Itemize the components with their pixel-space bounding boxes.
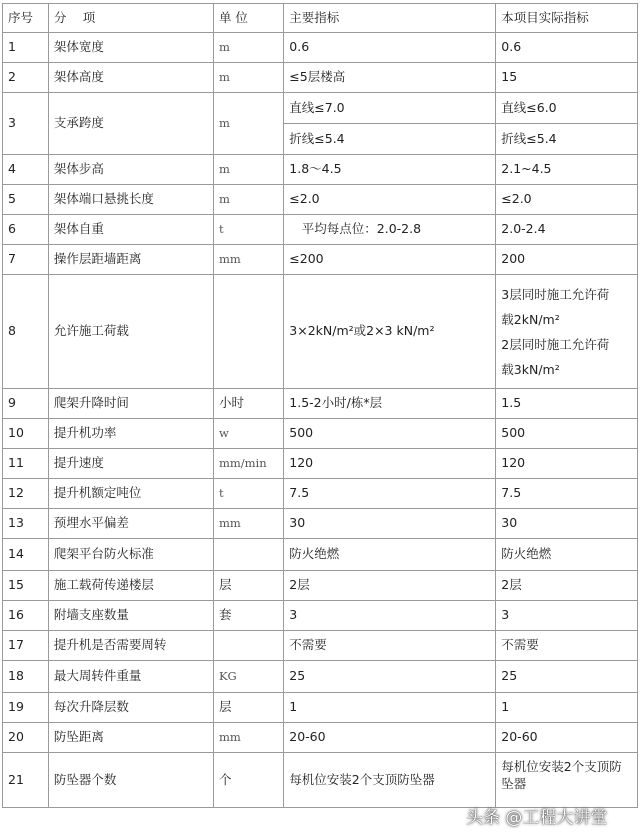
row-item: 施工载荷传递楼层 bbox=[48, 571, 213, 601]
row-unit bbox=[213, 275, 283, 389]
row-actual: 2.1~4.5 bbox=[496, 155, 638, 185]
row-no: 6 bbox=[3, 215, 49, 245]
row-item: 防坠距离 bbox=[48, 723, 213, 753]
row-item: 爬架升降时间 bbox=[48, 389, 213, 419]
row-main: 500 bbox=[284, 419, 496, 449]
row-unit: 小时 bbox=[213, 389, 283, 419]
table-row bbox=[3, 693, 638, 723]
row-item: 架体自重 bbox=[48, 215, 213, 245]
table-row bbox=[3, 419, 638, 449]
row-actual bbox=[496, 93, 638, 155]
row-no: 19 bbox=[3, 693, 49, 723]
row-actual: 不需要 bbox=[496, 631, 638, 661]
row-item: 提升机额定吨位 bbox=[48, 479, 213, 509]
row-no: 15 bbox=[3, 571, 49, 601]
row-actual: 0.6 bbox=[496, 33, 638, 63]
row-item: 爬架平台防火标准 bbox=[48, 539, 213, 571]
row-unit: t bbox=[213, 479, 283, 509]
actual-line: 载3kN/m² bbox=[501, 361, 560, 377]
row-actual: 200 bbox=[496, 245, 638, 275]
row-actual: 15 bbox=[496, 63, 638, 93]
row-item: 每次升降层数 bbox=[48, 693, 213, 723]
row-actual: 2.0-2.4 bbox=[496, 215, 638, 245]
row-unit: mm bbox=[213, 509, 283, 539]
row-main: 1.8～4.5 bbox=[284, 155, 496, 185]
row-actual: 120 bbox=[496, 449, 638, 479]
row-no: 3 bbox=[3, 93, 49, 155]
spec-table bbox=[2, 3, 638, 808]
row-no: 12 bbox=[3, 479, 49, 509]
row-unit: w bbox=[213, 419, 283, 449]
row-no: 4 bbox=[3, 155, 49, 185]
row-item: 防坠器个数 bbox=[48, 753, 213, 808]
row-main: ≤200 bbox=[284, 245, 496, 275]
row-no: 13 bbox=[3, 509, 49, 539]
row-item: 附墙支座数量 bbox=[48, 601, 213, 631]
table-row bbox=[3, 275, 638, 389]
row-main: ≤5层楼高 bbox=[284, 63, 496, 93]
row-main: 3 bbox=[284, 601, 496, 631]
row-unit bbox=[213, 539, 283, 571]
table-row bbox=[3, 389, 638, 419]
table-row bbox=[3, 539, 638, 571]
row-no: 8 bbox=[3, 275, 49, 389]
table-row bbox=[3, 601, 638, 631]
row-main: 不需要 bbox=[284, 631, 496, 661]
table-row bbox=[3, 185, 638, 215]
row-item: 架体宽度 bbox=[48, 33, 213, 63]
row-main: ≤2.0 bbox=[284, 185, 496, 215]
table-row bbox=[3, 571, 638, 601]
row-unit bbox=[213, 631, 283, 661]
actual-line: 3层同时施工允许荷 bbox=[501, 286, 610, 302]
row-unit: m bbox=[213, 93, 283, 155]
row-unit: KG bbox=[213, 661, 283, 693]
row-actual: 1 bbox=[496, 693, 638, 723]
row-unit: 套 bbox=[213, 601, 283, 631]
row-main: 30 bbox=[284, 509, 496, 539]
row-unit: 层 bbox=[213, 693, 283, 723]
row-no: 16 bbox=[3, 601, 49, 631]
header-item: 分 项 bbox=[48, 4, 213, 33]
row-actual: 1.5 bbox=[496, 389, 638, 419]
row-unit: mm bbox=[213, 723, 283, 753]
table-row bbox=[3, 661, 638, 693]
row-actual: 25 bbox=[496, 661, 638, 693]
row-unit: m bbox=[213, 63, 283, 93]
row-item: 提升机功率 bbox=[48, 419, 213, 449]
header-main: 主要指标 bbox=[284, 4, 496, 33]
row-main: 120 bbox=[284, 449, 496, 479]
actual-folded: 折线≤5.4 bbox=[496, 123, 637, 154]
row-main: 平均每点位：2.0-2.8 bbox=[284, 215, 496, 245]
header-no: 序号 bbox=[3, 4, 49, 33]
row-unit: m bbox=[213, 33, 283, 63]
row-no: 5 bbox=[3, 185, 49, 215]
row-actual: 30 bbox=[496, 509, 638, 539]
row-main: 20-60 bbox=[284, 723, 496, 753]
row-item: 最大周转件重量 bbox=[48, 661, 213, 693]
row-item: 提升速度 bbox=[48, 449, 213, 479]
row-main: 防火绝燃 bbox=[284, 539, 496, 571]
row-item: 预埋水平偏差 bbox=[48, 509, 213, 539]
row-no: 18 bbox=[3, 661, 49, 693]
row-actual: 3 bbox=[496, 601, 638, 631]
row-unit: m bbox=[213, 155, 283, 185]
main-straight: 直线≤7.0 bbox=[289, 100, 345, 115]
table-row bbox=[3, 509, 638, 539]
row-unit: mm bbox=[213, 245, 283, 275]
table-row bbox=[3, 215, 638, 245]
row-unit: m bbox=[213, 185, 283, 215]
row-item: 支承跨度 bbox=[48, 93, 213, 155]
row-actual bbox=[496, 275, 638, 389]
row-no: 21 bbox=[3, 753, 49, 808]
row-unit: mm/min bbox=[213, 449, 283, 479]
table-row bbox=[3, 245, 638, 275]
table-row bbox=[3, 93, 638, 155]
table-row bbox=[3, 753, 638, 808]
row-no: 2 bbox=[3, 63, 49, 93]
row-actual: 2层 bbox=[496, 571, 638, 601]
row-no: 7 bbox=[3, 245, 49, 275]
row-no: 17 bbox=[3, 631, 49, 661]
row-actual: 每机位安装2个支顶防坠器 bbox=[496, 753, 638, 808]
table-row bbox=[3, 479, 638, 509]
row-item: 架体高度 bbox=[48, 63, 213, 93]
row-main: 1 bbox=[284, 693, 496, 723]
row-item: 允许施工荷载 bbox=[48, 275, 213, 389]
row-main: 7.5 bbox=[284, 479, 496, 509]
row-actual: ≤2.0 bbox=[496, 185, 638, 215]
row-main: 1.5-2小时/栋*层 bbox=[284, 389, 496, 419]
table-row bbox=[3, 63, 638, 93]
header-actual: 本项目实际指标 bbox=[496, 4, 638, 33]
row-no: 20 bbox=[3, 723, 49, 753]
table-row bbox=[3, 33, 638, 63]
row-item: 提升机是否需要周转 bbox=[48, 631, 213, 661]
main-folded: 折线≤5.4 bbox=[284, 123, 495, 154]
row-main: 3×2kN/m²或2×3 kN/m² bbox=[284, 275, 496, 389]
row-no: 11 bbox=[3, 449, 49, 479]
row-no: 1 bbox=[3, 33, 49, 63]
actual-line: 2层同时施工允许荷 bbox=[501, 336, 610, 352]
table-row bbox=[3, 723, 638, 753]
header-row bbox=[3, 4, 638, 33]
row-item: 架体步高 bbox=[48, 155, 213, 185]
actual-line: 载2kN/m² bbox=[501, 311, 560, 327]
header-unit: 单 位 bbox=[213, 4, 283, 33]
row-actual: 防火绝燃 bbox=[496, 539, 638, 571]
row-main: 每机位安装2个支顶防坠器 bbox=[284, 753, 496, 808]
row-item: 操作层距墙距离 bbox=[48, 245, 213, 275]
row-main bbox=[284, 93, 496, 155]
row-main: 25 bbox=[284, 661, 496, 693]
row-main: 2层 bbox=[284, 571, 496, 601]
row-unit: t bbox=[213, 215, 283, 245]
actual-straight: 直线≤6.0 bbox=[501, 100, 557, 115]
table-row bbox=[3, 155, 638, 185]
row-actual: 7.5 bbox=[496, 479, 638, 509]
watermark: 头条 @工程大讲堂 bbox=[466, 808, 608, 828]
row-unit: 个 bbox=[213, 753, 283, 808]
row-no: 10 bbox=[3, 419, 49, 449]
row-no: 9 bbox=[3, 389, 49, 419]
table-row bbox=[3, 631, 638, 661]
row-item: 架体端口悬挑长度 bbox=[48, 185, 213, 215]
row-no: 14 bbox=[3, 539, 49, 571]
table-row bbox=[3, 449, 638, 479]
row-actual: 500 bbox=[496, 419, 638, 449]
row-actual: 20-60 bbox=[496, 723, 638, 753]
row-unit: 层 bbox=[213, 571, 283, 601]
row-main: 0.6 bbox=[284, 33, 496, 63]
